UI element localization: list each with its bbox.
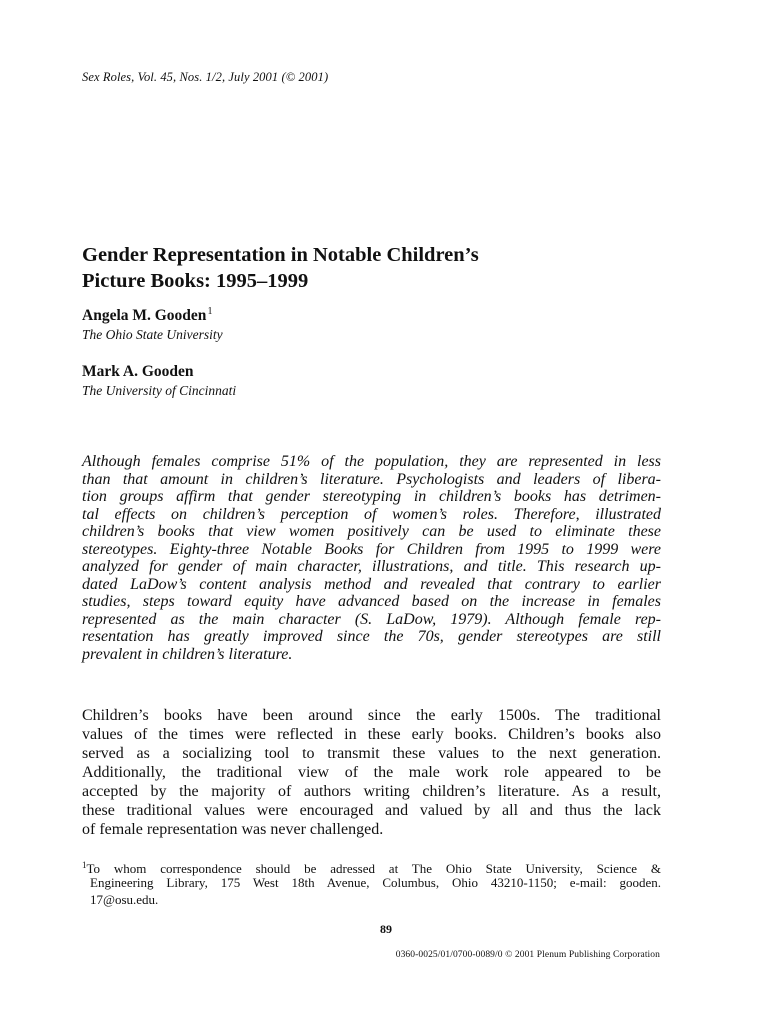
body-line: Children’s books have been around since the early 1500s. The traditional [82, 707, 661, 724]
abstract-line: tion groups affirm that gender stereotyping in children’s books has detrimen- [82, 488, 661, 505]
body-line: these traditional values were encouraged and valued by all and thus the lack [82, 802, 661, 819]
article-title [82, 242, 682, 294]
footnote-marker: 1 [207, 306, 213, 317]
footnote-line: $^1$To whom correspondence should be adressed at The Ohio State University, Science & [82, 860, 661, 876]
author-affiliation: The Ohio State University [82, 327, 223, 342]
abstract-line: represented as the main character (S. LaDow, 1979). Although female rep- [82, 610, 661, 628]
author-name: Mark A. Gooden [82, 363, 194, 380]
abstract-line: Although females comprise 51% of the population, they are represented in less [82, 453, 661, 470]
journal-citation: Sex Roles, Vol. 45, Nos. 1/2, July 2001 (© 2001) [82, 70, 329, 84]
abstract-line: analyzed for gender of main character, illustrations, and title. This research up- [82, 558, 661, 575]
body-line: of female representation was never challenged. [82, 821, 384, 838]
abstract-line: tal effects on children’s perception of women’s roles. Therefore, illustrated [82, 505, 661, 523]
author-affiliation: The University of Cincinnati [82, 383, 237, 398]
page-number: 89 [380, 922, 392, 936]
abstract [82, 453, 661, 663]
footnote [82, 857, 661, 908]
abstract-line: dated LaDow’s content analysis method and revealed that contrary to earlier [82, 575, 661, 593]
abstract-line: children’s books that view women positively can be used to eliminate these [82, 523, 661, 540]
article-title-line: Picture Books: 1995–1999 [82, 270, 309, 292]
footnote-marker: 1 [82, 860, 87, 870]
copyright-line: 0360-0025/01/0700-0089/0 © 2001 Plenum Publishing Corporation [395, 950, 660, 960]
footnote-line: 17@osu.edu. [90, 892, 159, 907]
author-name: Angela M. Gooden$^1$ [82, 306, 213, 324]
article-title-line: Gender Representation in Notable Children’s [82, 244, 479, 266]
body-line: values of the times were reflected in these early books. Children’s books also [82, 726, 661, 743]
body-line: Additionally, the traditional view of the male work role appeared to be [82, 764, 661, 781]
abstract-line: resentation has greatly improved since the 70s, gender stereotypes are still [82, 628, 661, 645]
abstract-line: stereotypes. Eighty-three Notable Books for Children from 1995 to 1999 were [82, 540, 661, 558]
body-line: accepted by the majority of authors writing children’s literature. As a result, [82, 783, 661, 800]
abstract-line: prevalent in children’s literature. [82, 645, 293, 663]
abstract-line: than that amount in children’s literature. Psychologists and leaders of libera- [82, 470, 661, 488]
body-line: served as a socializing tool to transmit these values to the next generation. [82, 745, 661, 762]
body-paragraph [82, 706, 661, 839]
footnote-line: Engineering Library, 175 West 18th Avenue, Columbus, Ohio 43210-1150; e-mail: gooden. [90, 875, 661, 890]
abstract-line: studies, steps toward equity have advanced based on the increase in females [82, 593, 661, 610]
